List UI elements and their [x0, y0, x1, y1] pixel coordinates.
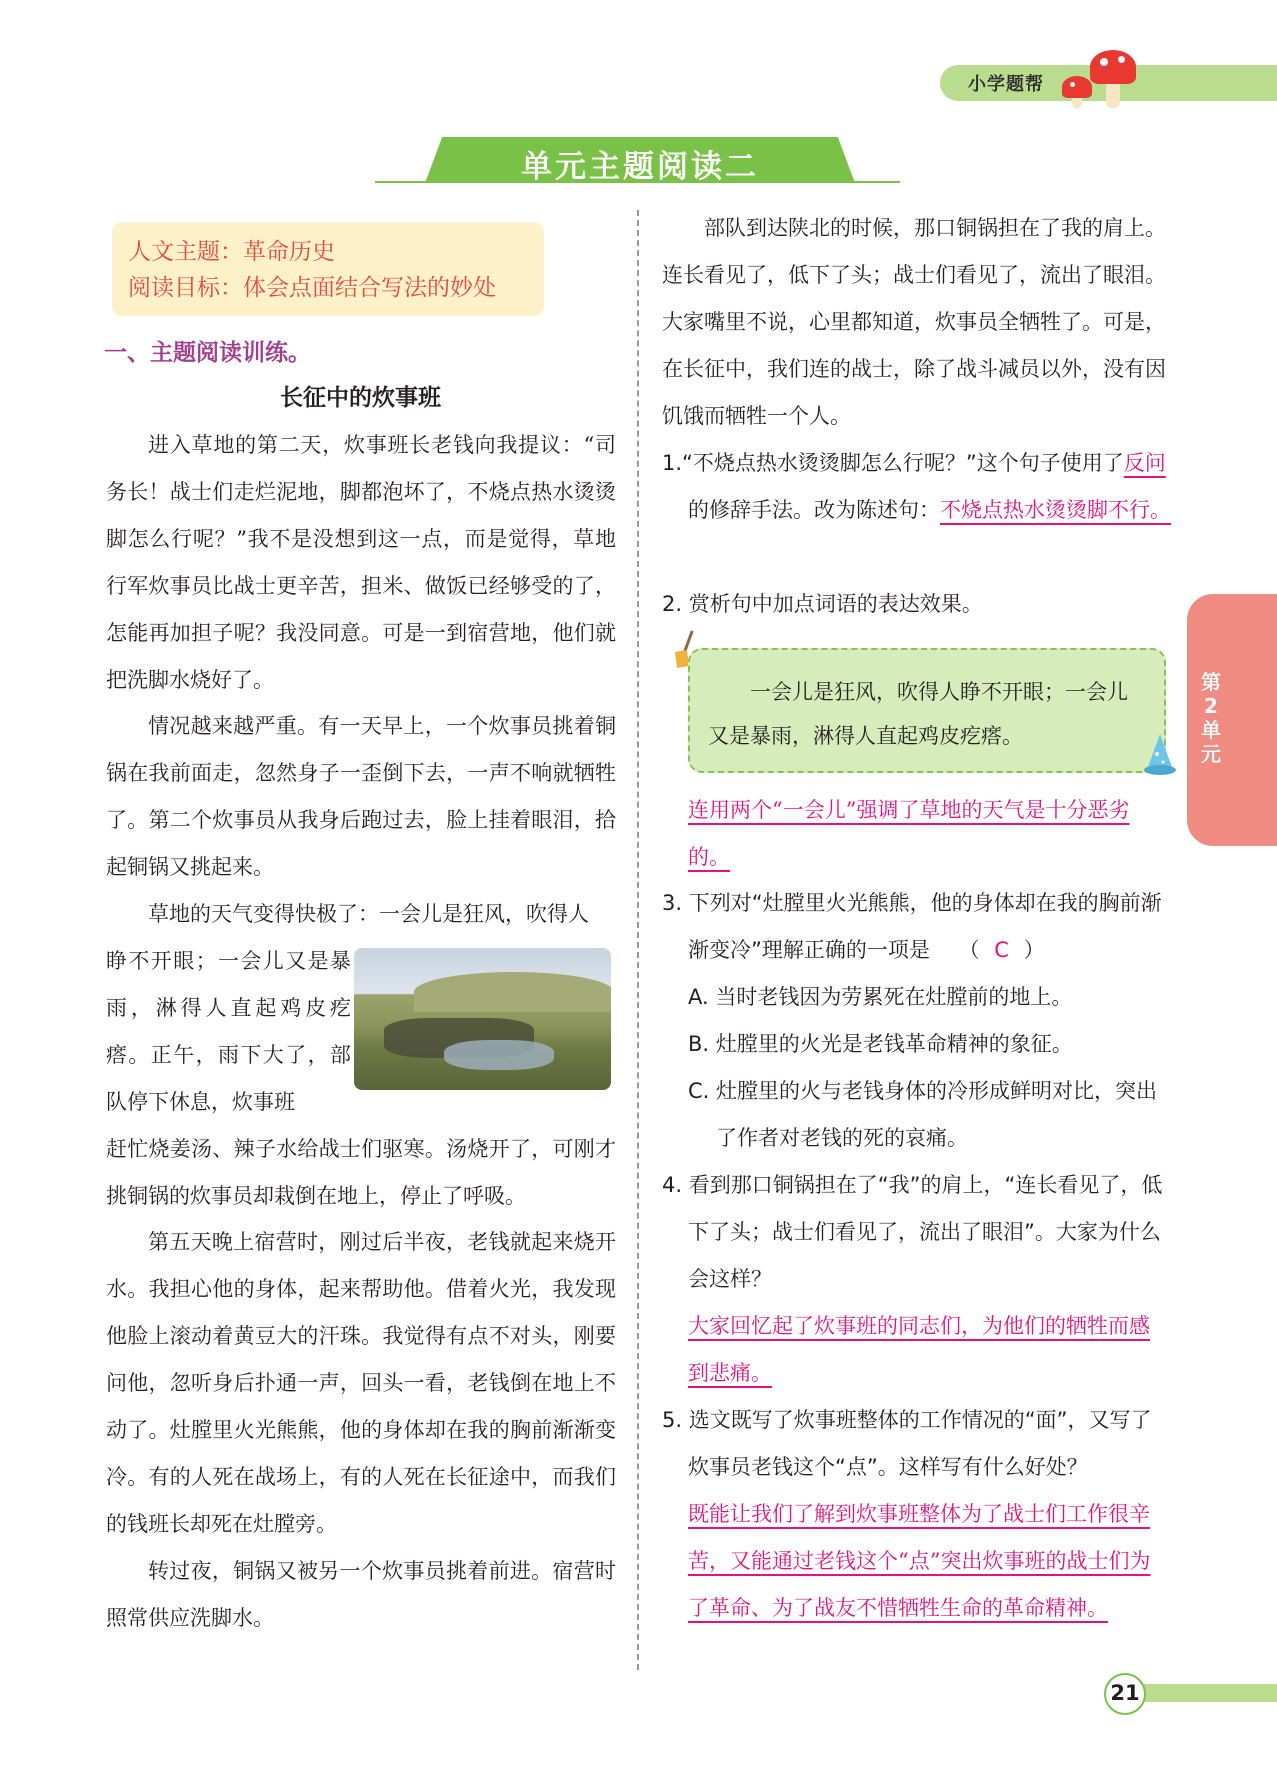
option-b: B. 灶膛里的火光是老钱革命精神的象征。 — [688, 1032, 1073, 1056]
page-number: 21 — [1110, 1681, 1140, 1705]
option-c: C. 灶膛里的火与老钱身体的冷形成鲜明对比，突出了作者对老钱的死的哀痛。 — [688, 1079, 1158, 1150]
paragraph: 部队到达陕北的时候，那口铜锅担在了我的肩上。连长看见了，低下了头；战士们看见了，流出了眼泪。大家嘴里不说，心里都知道，炊事员全牺牲了。可是，在长征中，我们连的战士，除了战斗减员以外，没有因饥饿而牺牲一个人。 — [662, 216, 1166, 428]
unit-side-tab-label: 第2单元 — [1201, 670, 1221, 766]
option-a: A. 当时老钱因为劳累死在灶膛前的地上。 — [688, 985, 1073, 1009]
goal-line: 阅读目标：体会点面结合写法的妙处 — [128, 275, 496, 301]
section-heading: 一、主题阅读训练。 — [104, 340, 311, 366]
question-1: 1.“不烧点热水烫烫脚怎么行呢？”这个句子使用了反问的修辞手法。改为陈述句：不烧点热水烫烫脚不行。 — [662, 451, 1171, 522]
question-3: 3. 下列对“灶膛里火光熊熊，他的身体却在我的胸前渐渐变冷”理解正确的一项是 （ C ） — [662, 891, 1162, 962]
page-title: 单元主题阅读二 — [521, 149, 759, 185]
paragraph: 进入草地的第二天，炊事班长老钱向我提议：“司务长！战士们走烂泥地，脚都泡坏了，不烧点热水烫烫脚怎么行呢？”我不是没想到这一点，而是觉得，草地行军炊事员比战士更辛苦，担米、做饭已经够受的了，怎能再加担子呢？我没同意。可是一到宿营地，他们就把洗脚水烧好了。 — [106, 433, 616, 692]
grassland-photo — [354, 948, 611, 1090]
paragraph: 赶忙烧姜汤、辣子水给战士们驱寒。汤烧开了，可刚才挑铜锅的炊事员却栽倒在地上，停止了呼吸。 — [106, 1136, 616, 1208]
question-2: 2. 赏析句中加点词语的表达效果。 — [662, 592, 983, 616]
answer-5: 既能让我们了解到炊事班整体为了战士们工作很辛苦，又能通过老钱这个“点”突出炊事班的战士们为了革命、为了战友不惜牺牲生命的革命精神。 — [688, 1502, 1151, 1620]
answer: C — [994, 937, 1009, 962]
wizard-hat-icon — [1143, 732, 1177, 776]
page-number-bar — [1140, 1684, 1277, 1702]
answer: 不烧点热水烫烫脚不行。 — [940, 497, 1171, 522]
theme-box — [112, 222, 544, 316]
column-divider — [637, 210, 639, 1670]
theme-line: 人文主题：革命历史 — [128, 239, 335, 265]
article-title: 长征中的炊事班 — [280, 385, 441, 411]
brand-text: 小学题帮 — [968, 74, 1044, 95]
mushroom-icon — [1060, 50, 1140, 110]
answer-4: 大家回忆起了炊事班的同志们，为他们的牺牲而感到悲痛。 — [688, 1314, 1150, 1385]
answer-2: 连用两个“一会儿”强调了草地的天气是十分恶劣的。 — [688, 798, 1130, 869]
question-5: 5. 选文既写了炊事班整体的工作情况的“面”，又写了炊事员老钱这个“点”。这样写有什么好处？ — [662, 1408, 1152, 1479]
paragraph: 草地的天气变得快极了：一会儿是狂风，吹得人 — [148, 902, 589, 927]
answer: 反问 — [1123, 451, 1166, 475]
paragraph: 情况越来越严重。有一天早上，一个炊事员挑着铜锅在我前面走，忽然身子一歪倒下去，一声不响就牺牲了。第二个炊事员从我身后跑过去，脸上挂着眼泪，拾起铜锅又挑起来。 — [106, 714, 616, 880]
paragraph: 睁不开眼；一会儿又是暴雨，淋得人直起鸡皮疙瘩。正午，雨下大了，部队停下休息，炊事班 — [106, 948, 351, 1114]
paragraph: 转过夜，铜锅又被另一个炊事员挑着前进。宿营时照常供应洗脚水。 — [106, 1558, 616, 1630]
paragraph: 第五天晚上宿营时，刚过后半夜，老钱就起来烧开水。我担心他的身体，起来帮助他。借着火光，我发现他脸上滚动着黄豆大的汗珠。我觉得有点不对头，刚要问他，忽听身后扑通一声，回头一看，老钱倒在地上不动了。灶膛里火光熊熊，他的身体却在我的胸前渐渐变冷。有的人死在战场上，有的人死在长征途中，而我们的钱班长却死在灶膛旁。 — [106, 1230, 616, 1536]
quote-box: 一会儿是狂风，吹得人睁不开眼；一会儿又是暴雨，淋得人直起鸡皮疙瘩。 — [688, 648, 1166, 773]
question-4: 4. 看到那口铜锅担在了“我”的肩上，“连长看见了，低下了头；战士们看见了，流出了眼泪”。大家为什么会这样？ — [662, 1173, 1163, 1291]
